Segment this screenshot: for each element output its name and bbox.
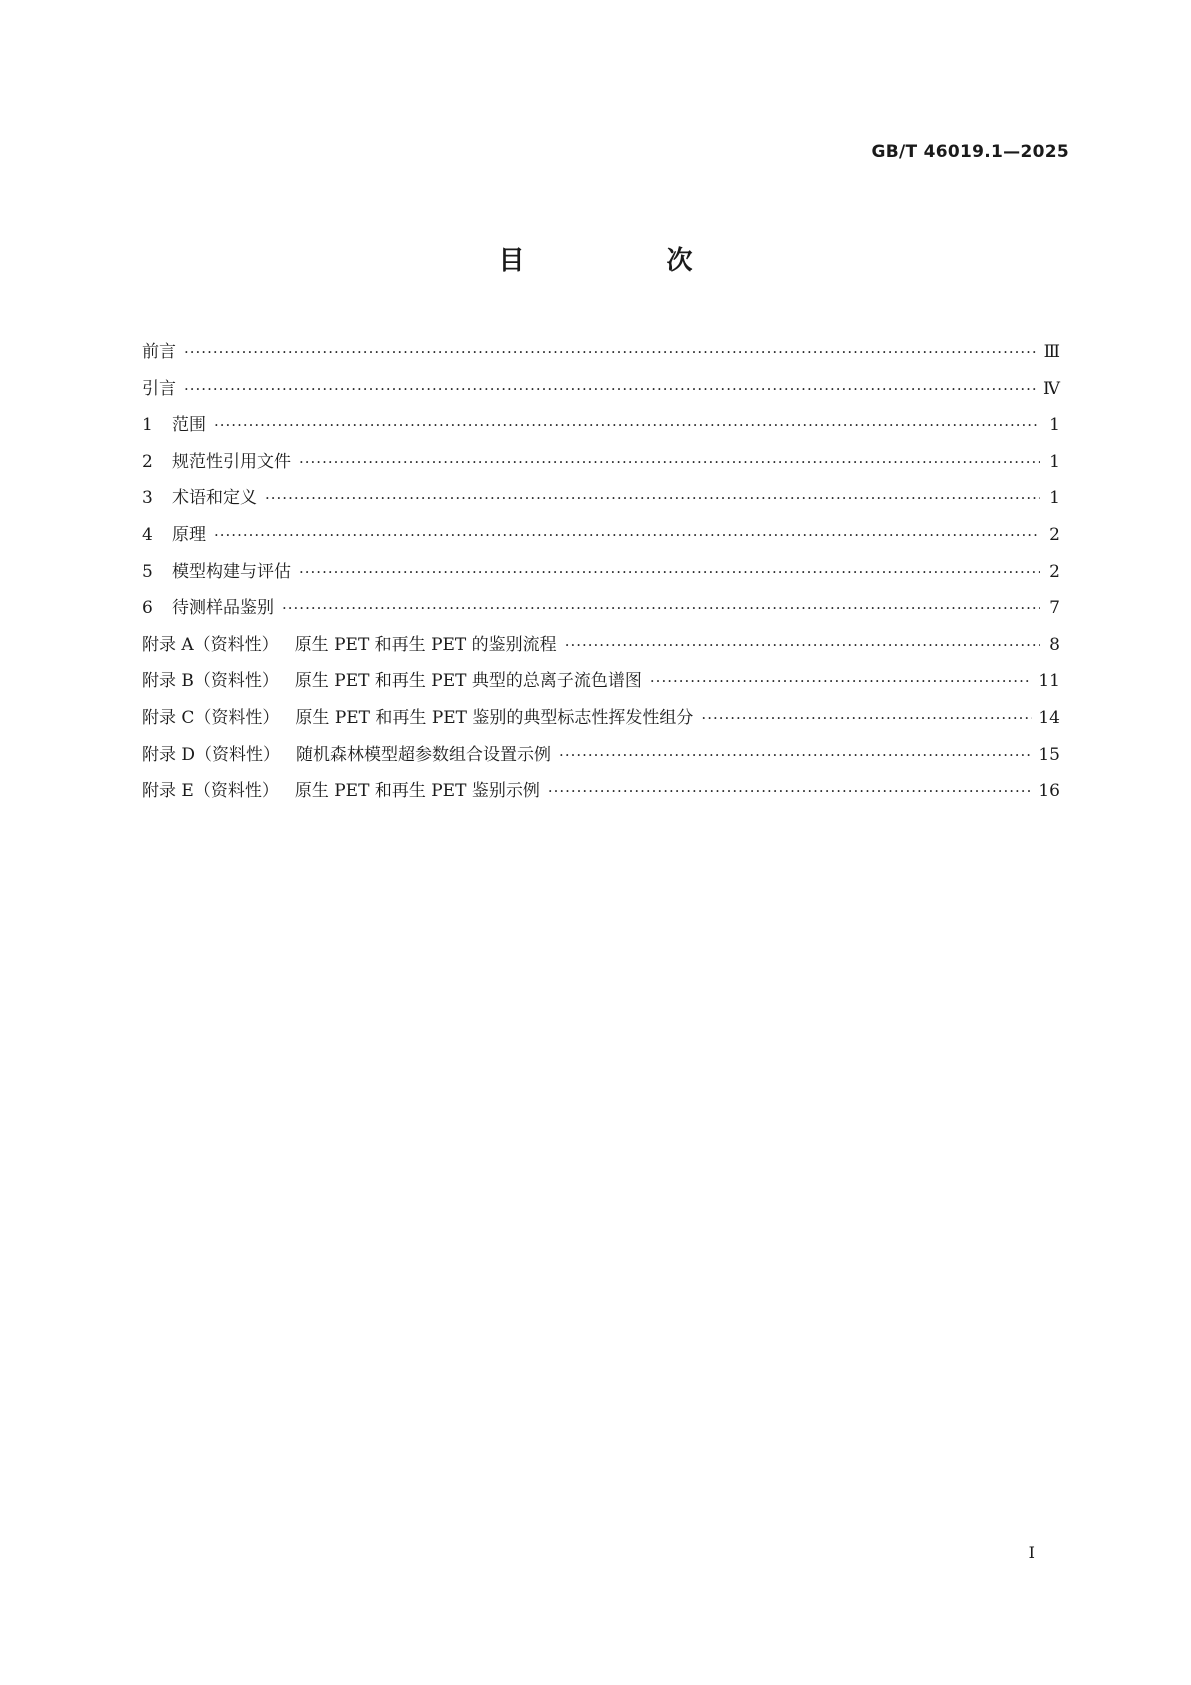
toc-entry-title: 原生 PET 和再生 PET 的鉴别流程: [294, 634, 557, 655]
toc-entry-preface[interactable]: [142, 337, 1060, 374]
toc-leader-dots: [282, 599, 1040, 617]
toc-leader-dots: [650, 672, 1032, 690]
toc-leader-dots: [184, 343, 1038, 361]
toc-entry-annex-d[interactable]: [142, 740, 1060, 777]
toc-annex-label: 附录 A（资料性）: [142, 634, 279, 655]
toc-page-number: 2: [1049, 561, 1060, 582]
toc-annex-label: 附录 B（资料性）: [142, 671, 279, 692]
toc-entry-clause-3[interactable]: [142, 483, 1060, 520]
toc-entry-text: [142, 374, 184, 399]
toc-annex-label: 附录 E（资料性）: [142, 781, 279, 802]
toc-clause-number: 6: [142, 598, 153, 619]
table-of-contents: [142, 337, 1060, 813]
toc-title: 目 次: [498, 246, 751, 276]
toc-entry-title: 前言: [142, 342, 176, 362]
toc-entry-title: 范围: [172, 415, 206, 436]
toc-entry-text: [142, 666, 650, 691]
toc-clause-number: 1: [142, 415, 153, 436]
toc-page-number: 2: [1049, 524, 1060, 545]
toc-page-number: 14: [1038, 707, 1060, 728]
toc-entry-title: 随机森林模型超参数组合设置示例: [296, 744, 552, 765]
toc-entry-clause-6[interactable]: [142, 593, 1060, 630]
toc-entry-text: [142, 557, 299, 582]
toc-page-number: 1: [1049, 451, 1060, 472]
toc-entry-text: [142, 483, 265, 508]
toc-page-number: 8: [1049, 634, 1060, 655]
toc-entry-annex-b[interactable]: [142, 666, 1060, 703]
toc-page-number: 7: [1049, 598, 1060, 619]
toc-leader-dots: [548, 782, 1033, 800]
toc-leader-dots: [565, 636, 1040, 654]
toc-entry-clause-1[interactable]: [142, 410, 1060, 447]
page-folio: Ⅰ: [1028, 1543, 1035, 1562]
toc-entry-annex-e[interactable]: [142, 776, 1060, 813]
toc-entry-text: [142, 447, 299, 472]
toc-clause-number: 4: [142, 524, 153, 545]
toc-entry-clause-2[interactable]: [142, 447, 1060, 484]
toc-leader-dots: [184, 380, 1037, 398]
toc-entry-text: [142, 520, 214, 545]
toc-page-number: 11: [1038, 671, 1060, 692]
toc-leader-dots: [701, 709, 1032, 727]
toc-entry-title: 引言: [142, 378, 176, 399]
toc-clause-number: 5: [142, 561, 153, 582]
toc-leader-dots: [214, 526, 1040, 544]
toc-entry-annex-c[interactable]: [142, 703, 1060, 740]
toc-entry-text: [142, 703, 701, 728]
toc-entry-title: 原生 PET 和再生 PET 鉴别的典型标志性挥发性组分: [295, 707, 694, 728]
toc-entry-title: 模型构建与评估: [172, 561, 291, 582]
toc-entry-text: [142, 776, 548, 801]
toc-entry-clause-4[interactable]: [142, 520, 1060, 557]
toc-entry-title: 待测样品鉴别: [172, 598, 274, 619]
toc-page-number: 1: [1049, 415, 1060, 436]
toc-entry-title: 原生 PET 和再生 PET 典型的总离子流色谱图: [294, 671, 642, 692]
toc-page-number: 16: [1038, 781, 1060, 802]
toc-entry-text: [142, 593, 282, 618]
toc-leader-dots: [559, 746, 1032, 764]
toc-clause-number: 2: [142, 451, 153, 472]
toc-entry-text: [142, 740, 559, 765]
toc-leader-dots: [265, 489, 1040, 507]
toc-clause-number: 3: [142, 488, 153, 509]
toc-entry-annex-a[interactable]: [142, 630, 1060, 667]
toc-entry-title: 术语和定义: [172, 488, 257, 509]
toc-entry-text: [142, 630, 565, 655]
toc-entry-text: [142, 410, 214, 435]
toc-annex-label: 附录 D（资料性）: [142, 744, 281, 765]
toc-leader-dots: [214, 416, 1040, 434]
toc-entry-title: 规范性引用文件: [172, 451, 291, 472]
standard-code: GB/T 46019.1—2025: [871, 142, 1069, 162]
toc-page-number: Ⅳ: [1043, 378, 1060, 399]
toc-annex-label: 附录 C（资料性）: [142, 707, 280, 728]
toc-entry-title: 原理: [172, 524, 206, 545]
toc-page-number: 15: [1038, 744, 1060, 765]
toc-entry-title: 原生 PET 和再生 PET 鉴别示例: [294, 781, 540, 802]
toc-entry-clause-5[interactable]: [142, 557, 1060, 594]
toc-entry-text: [142, 337, 184, 362]
toc-leader-dots: [299, 563, 1040, 581]
toc-page-number: 1: [1049, 488, 1060, 509]
toc-entry-introduction[interactable]: [142, 374, 1060, 411]
toc-page-number: Ⅲ: [1043, 342, 1060, 362]
toc-leader-dots: [299, 453, 1040, 471]
